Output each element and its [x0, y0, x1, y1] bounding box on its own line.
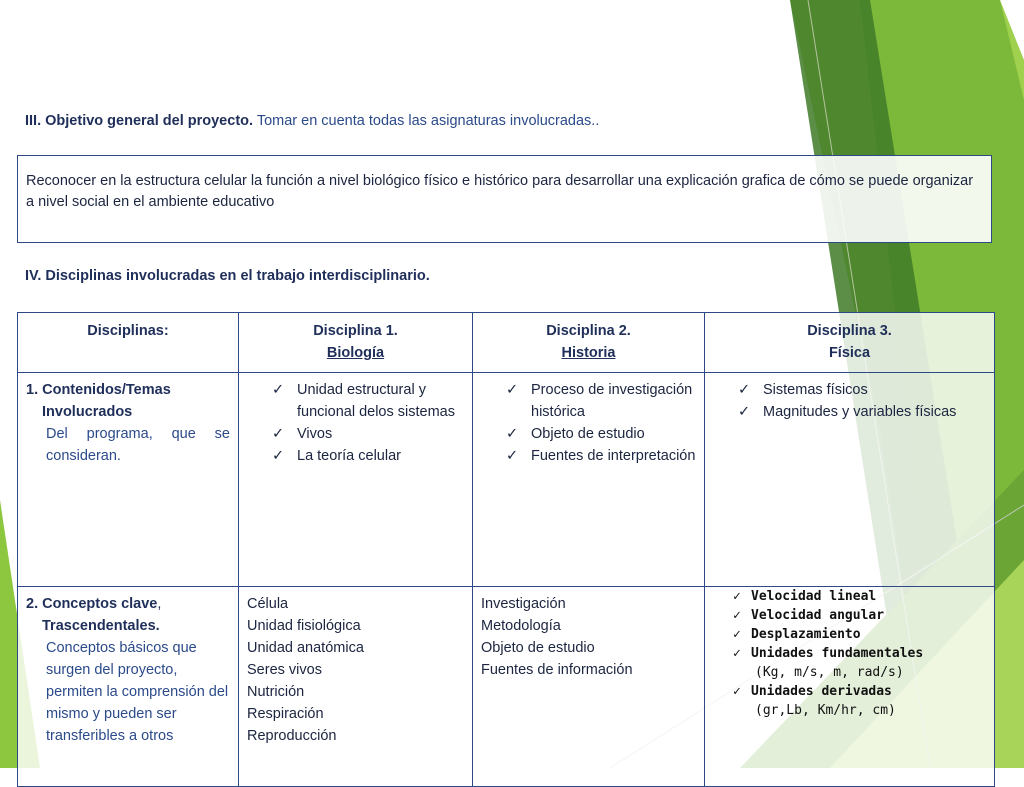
- list-item: ✓ Velocidad angular: [733, 608, 885, 623]
- header-subtitle: Biología: [326, 345, 385, 361]
- row-2-fisica-cell: [705, 587, 995, 787]
- check-icon: ✓: [733, 646, 741, 661]
- row-1-historia-cell: [473, 373, 705, 587]
- list-item: ✓ Velocidad lineal: [733, 589, 877, 604]
- row-2-biologia-cell: [239, 587, 473, 787]
- check-icon: ✓: [733, 627, 741, 642]
- disciplines-table: [17, 312, 995, 787]
- section-4-heading: [25, 268, 430, 284]
- check-icon: ✓: [506, 382, 519, 398]
- list-item: Unidad anatómica: [247, 640, 364, 656]
- row-1-title: 1. Contenidos/Temas: [26, 382, 171, 398]
- list-item: Reproducción: [247, 728, 337, 744]
- section-3-label: III. Objetivo general del proyecto.: [25, 113, 254, 129]
- list-item: ✓ Proceso de investigación histórica: [506, 379, 696, 423]
- list-item: ✓ Unidades derivadas (gr,Lb, Km/hr, cm): [733, 682, 986, 720]
- row-1-description: Del programa, que se consideran.: [46, 426, 230, 464]
- list-item: Objeto de estudio: [481, 640, 595, 656]
- header-title: Disciplina 2.: [546, 323, 631, 339]
- section-3-text: Tomar en cuenta todas las asignaturas involucradas.: [256, 113, 596, 129]
- check-icon: ✓: [272, 448, 285, 464]
- list-item: Célula: [247, 596, 289, 612]
- header-subtitle: Historia: [561, 345, 616, 361]
- header-disciplina-3: [705, 313, 995, 373]
- header-disciplina-2: [473, 313, 705, 373]
- table-row-conceptos: [18, 587, 995, 787]
- check-icon: ✓: [738, 382, 751, 398]
- check-icon: ✓: [738, 404, 751, 420]
- list-item: Seres vivos: [247, 662, 322, 678]
- units-note: (Kg, m/s, m, rad/s): [755, 665, 904, 680]
- list-item: ✓ Vivos: [272, 423, 464, 445]
- row-1-biologia-cell: [239, 373, 473, 587]
- objective-box: [17, 155, 992, 243]
- units-note: (gr,Lb, Km/hr, cm): [755, 703, 896, 718]
- check-icon: ✓: [272, 426, 285, 442]
- row-1-subtitle: Involucrados: [42, 404, 133, 420]
- list-item: ✓ Fuentes de interpretación: [506, 445, 696, 467]
- header-title: Disciplinas:: [87, 323, 169, 339]
- row-2-subtitle: Trascendentales.: [42, 618, 160, 634]
- row-1-fisica-cell: [705, 373, 995, 587]
- list-item: Metodología: [481, 618, 561, 634]
- list-item: ✓ La teoría celular: [272, 445, 464, 467]
- header-subtitle: Física: [828, 345, 871, 361]
- row-2-historia-cell: [473, 587, 705, 787]
- header-disciplina-1: [239, 313, 473, 373]
- list-item: ✓ Desplazamiento: [733, 627, 861, 642]
- check-icon: ✓: [506, 426, 519, 442]
- check-icon: ✓: [272, 382, 285, 398]
- objective-text: Reconocer en la estructura celular la función a nivel biológico físico e histórico para desarrollar una explicación grafica de cómo se puede organizar a nivel social en el ambiente educativo: [26, 173, 974, 210]
- list-item: ✓ Magnitudes y variables físicas: [738, 401, 986, 423]
- table-row-contenidos: [18, 373, 995, 587]
- list-item: Nutrición: [247, 684, 305, 700]
- row-2-title: 2. Conceptos clave,: [26, 596, 162, 612]
- check-icon: ✓: [733, 684, 741, 699]
- row-1-label-cell: [18, 373, 239, 587]
- section-4-label: IV. Disciplinas involucradas en el trabajo interdisciplinario.: [25, 268, 430, 284]
- row-2-label-cell: [18, 587, 239, 787]
- list-item: Fuentes de información: [481, 662, 633, 678]
- check-icon: ✓: [506, 448, 519, 464]
- list-item: ✓ Objeto de estudio: [506, 423, 696, 445]
- check-icon: ✓: [733, 589, 741, 604]
- list-item: ✓ Unidad estructural y funcional delos sistemas: [272, 379, 464, 423]
- list-item: ✓ Sistemas físicos: [738, 379, 986, 401]
- check-icon: ✓: [733, 608, 741, 623]
- list-item: Unidad fisiológica: [247, 618, 361, 634]
- section-3-heading: III. Objetivo general del proyecto. Tomar en cuenta todas las asignaturas involucradas..: [25, 113, 600, 129]
- list-item: Investigación: [481, 596, 566, 612]
- header-title: Disciplina 1.: [313, 323, 398, 339]
- row-2-description: Conceptos básicos que surgen del proyecto, permiten la comprensión del mismo y pueden ser transferibles a otros: [46, 640, 229, 744]
- list-item: ✓ Unidades fundamentales (Kg, m/s, m, rad/s): [733, 644, 986, 682]
- table-header-row: [18, 313, 995, 373]
- header-disciplinas: [18, 313, 239, 373]
- list-item: Respiración: [247, 706, 324, 722]
- header-title: Disciplina 3.: [807, 323, 892, 339]
